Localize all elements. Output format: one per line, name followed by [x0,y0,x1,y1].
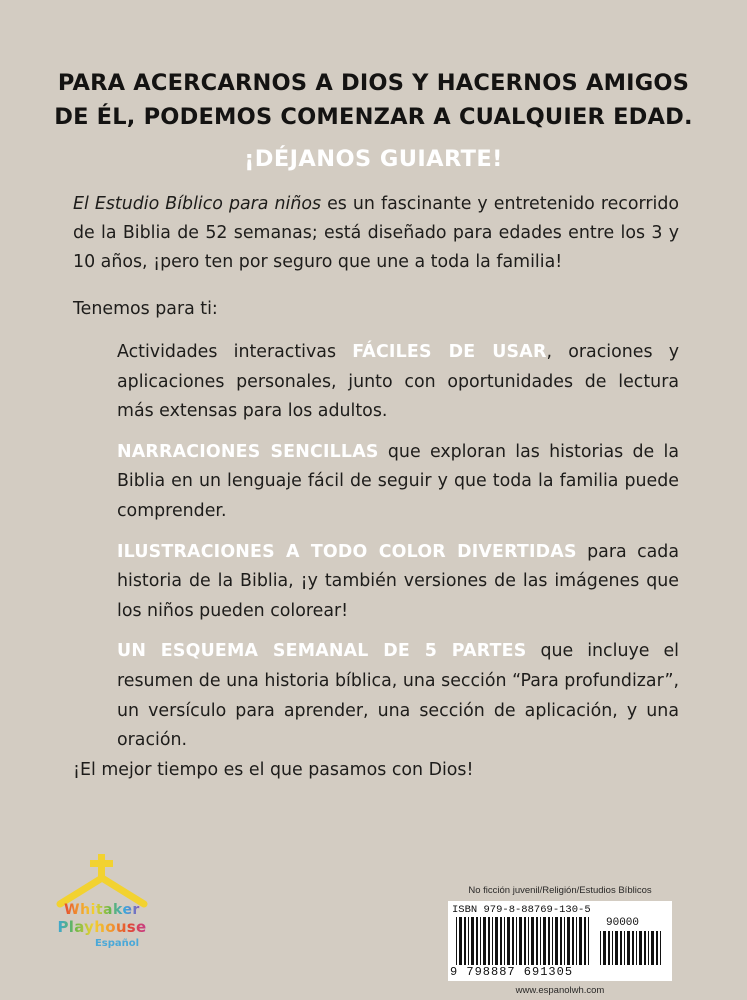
barcode-bar [528,917,529,965]
barcode-bar [488,917,490,965]
feature-list [117,338,679,767]
barcode-bar [504,917,505,965]
logo-word-1 [52,902,152,918]
price-barcode [600,931,664,965]
book-title: El Estudio Bíblico para niños [73,194,322,214]
feature-text-before: Actividades interactivas [117,342,353,362]
barcode-bar [548,917,550,965]
barcode-bar [476,917,478,965]
feature-item [117,338,679,427]
logo-word-2-text: Playhouse [57,918,147,936]
barcode-bar [483,917,486,965]
isbn-barcode [456,917,592,965]
barcode-bar [603,931,606,965]
barcode-bar [636,931,637,965]
barcode-bar [456,917,457,965]
barcode-bar [480,917,481,965]
barcode-bar [612,931,613,965]
feature-item [117,538,679,627]
barcode-bar [656,931,658,965]
barcode-bar [492,917,493,965]
barcode-bar [600,931,601,965]
feature-text-after: que exploran las historias de la Biblia en un lenguaje fácil de seguir y que toda la familia puede comprender. [117,441,679,521]
barcode-bar [524,917,526,965]
barcode-bar [500,917,502,965]
barcode-bar [644,931,646,965]
category-label: No ficción juvenil/Religión/Estudios Bíblicos [468,885,652,896]
feature-item [117,438,679,527]
barcode-bar [639,931,642,965]
barcode-bar [648,931,649,965]
headline-line-2: DE ÉL, PODEMOS COMENZAR A CUALQUIER EDAD. [54,104,693,130]
feature-highlight: UN ESQUEMA SEMANAL DE 5 PARTES [117,641,527,662]
barcode-bar [564,917,565,965]
barcode-number: 9 798887 691305 [450,965,574,979]
barcode-bar [560,917,562,965]
intro-text: es un fascinante y entretenido recorrido de la Biblia de 52 semanas; está diseñado para edades entre los 3 y 10 años, ¡pero ten por seguro que une a toda la familia! [73,194,680,272]
barcode-bar [543,917,546,965]
barcode-bar [572,917,574,965]
headline-line-1: PARA ACERCARNOS A DIOS Y HACERNOS AMIGOS [57,70,690,96]
barcode-bar [615,931,618,965]
isbn-text: ISBN 979-8-88769-130-5 [452,904,591,916]
barcode-bar [464,917,466,965]
feature-item [117,637,679,755]
closing-line: ¡El mejor tiempo es el que pasamos con Dios! [73,760,474,780]
barcode-bar [660,931,661,965]
publisher-url: www.espanolwh.com [515,985,605,996]
barcode-bar [651,931,654,965]
features-lead-in: Tenemos para ti: [73,299,218,319]
barcode-bar [536,917,538,965]
price-code: 90000 [606,917,640,929]
barcode-bar [495,917,498,965]
barcode-bar [627,931,630,965]
barcode-bar [579,917,582,965]
subheadline: ¡DÉJANOS GUIARTE! [244,146,503,172]
feature-highlight: FÁCILES DE USAR [352,342,547,362]
barcode-bar [516,917,517,965]
barcode-bar [584,917,586,965]
feature-text-after: , oraciones y aplicaciones personales, junto con oportunidades de lectura más extensas para los adultos. [117,342,679,422]
logo-word-2 [52,918,152,936]
barcode-bar [567,917,570,965]
barcode-box [448,901,672,981]
barcode-bar [512,917,514,965]
barcode-bar [531,917,534,965]
logo-word-3: Español [94,938,140,949]
barcode-bar [608,931,610,965]
barcode-bar [624,931,625,965]
barcode-bar [540,917,541,965]
publisher-logo [52,852,152,972]
barcode-bar [620,931,622,965]
barcode-bar [459,917,462,965]
logo-word-1-text: Whitaker [64,902,140,918]
feature-highlight: ILUSTRACIONES A TODO COLOR DIVERTIDAS [117,541,577,562]
barcode-bar [555,917,558,965]
headline [40,66,707,134]
barcode-bar [468,917,469,965]
barcode-bar [519,917,522,965]
barcode-bar [471,917,474,965]
feature-text-after: que incluye el resumen de una historia bíblica, una sección “Para profundizar”, un versículo para aprender, una sección de aplicación, y una oración. [117,641,679,751]
intro-paragraph [73,190,679,277]
barcode-bar [552,917,553,965]
feature-highlight: NARRACIONES SENCILLAS [117,441,379,462]
feature-text-after: para cada historia de la Biblia, ¡y también versiones de las imágenes que los niños pueden colorear! [117,541,679,621]
barcode-bar [507,917,510,965]
barcode-bar [588,917,589,965]
barcode-bar [576,917,577,965]
barcode-bar [632,931,634,965]
